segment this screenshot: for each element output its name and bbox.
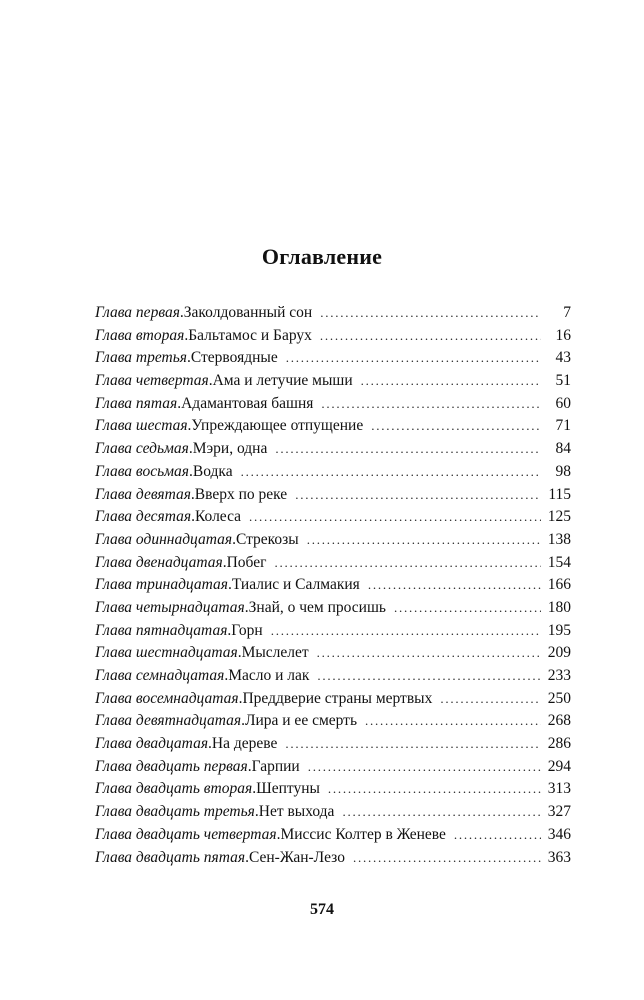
- toc-entry-separator: .: [232, 530, 236, 548]
- toc-entry-title: Шептуны: [256, 780, 320, 798]
- toc-entry-separator: .: [177, 394, 182, 412]
- toc-entry: [95, 710, 571, 733]
- toc-leader-dots: [361, 370, 541, 393]
- toc-entry-separator: .: [208, 372, 213, 390]
- toc-entry: [95, 347, 571, 370]
- toc-entry-chapter: Глава седьмая: [95, 440, 189, 458]
- toc-entry-chapter: Глава десятая: [95, 508, 192, 526]
- toc-entry-page: 346: [547, 825, 571, 843]
- toc-entry-chapter: Глава пятнадцатая: [95, 621, 228, 639]
- toc-entry-chapter: Глава восьмая: [95, 462, 189, 480]
- toc-leader-dots: [368, 574, 541, 597]
- toc-entry: [95, 642, 571, 665]
- toc-leader-dots: [286, 347, 541, 370]
- toc-leader-dots: [285, 733, 541, 756]
- toc-entry-title: Стервоядные: [190, 349, 278, 367]
- toc-entry-chapter: Глава третья: [95, 349, 188, 367]
- toc-entry-chapter: Глава шестая: [95, 417, 188, 435]
- toc-leader-dots: [394, 597, 541, 620]
- toc-entry-title: Побег: [226, 553, 267, 571]
- toc-entry-chapter: Глава семнадцатая: [95, 667, 225, 684]
- toc-entry: [95, 620, 571, 643]
- toc-leader-dots: [295, 484, 541, 507]
- toc-entry-separator: .: [237, 644, 242, 662]
- toc-leader-dots: [275, 438, 541, 461]
- toc-entry-chapter: Глава первая: [95, 304, 180, 321]
- toc-entry: [95, 733, 571, 756]
- toc-leader-dots: [317, 665, 541, 688]
- toc-entry-page: 286: [547, 735, 571, 753]
- toc-entry-chapter: Глава шестнадцатая: [95, 644, 238, 662]
- toc-entry-separator: .: [227, 576, 232, 594]
- toc-entry-page: 166: [547, 576, 571, 594]
- toc-entry: [95, 325, 571, 348]
- toc-entry-separator: .: [184, 326, 189, 344]
- toc-leader-dots: [353, 847, 541, 870]
- toc-entry-chapter: Глава девятая: [95, 485, 191, 503]
- toc-entry: [95, 756, 571, 779]
- toc-entry: [95, 302, 571, 325]
- toc-entry-page: 250: [547, 689, 571, 707]
- toc-entry-title: Упреждающее отпущение: [191, 417, 364, 435]
- toc-entry-chapter: Глава двадцатая: [95, 735, 209, 753]
- toc-entry: [95, 484, 571, 507]
- toc-entry: [95, 552, 571, 575]
- toc-entry-title: Горн: [231, 621, 263, 639]
- toc-entry-separator: .: [244, 598, 249, 616]
- toc-entry: [95, 665, 571, 688]
- toc-entry-title: Масло и лак: [228, 667, 310, 684]
- toc-entry-separator: .: [227, 621, 232, 639]
- toc-entry: [95, 688, 571, 711]
- toc-entry-chapter: Глава вторая: [95, 326, 185, 344]
- toc-entry-chapter: Глава двадцать первая: [95, 757, 248, 775]
- toc-entry: [95, 801, 571, 824]
- toc-entry-separator: .: [245, 848, 249, 866]
- toc-entry-chapter: Глава пятая: [95, 394, 178, 412]
- toc-leader-dots: [365, 710, 541, 733]
- toc-entry-separator: .: [189, 462, 193, 480]
- toc-entry-chapter: Глава двадцать третья: [95, 803, 255, 821]
- toc-entry-separator: .: [224, 667, 229, 684]
- toc-entry: [95, 824, 571, 847]
- toc-entry-separator: .: [208, 735, 212, 753]
- toc-entry-title: Нет выхода: [258, 803, 335, 821]
- toc-entry-page: 294: [547, 757, 571, 775]
- toc-entry-chapter: Глава двадцать четвертая: [95, 825, 277, 843]
- toc-entry-title: На дереве: [211, 735, 278, 753]
- toc-leader-dots: [320, 302, 541, 325]
- toc-leader-dots: [454, 824, 541, 847]
- toc-entry: [95, 461, 571, 484]
- toc-entry: [95, 529, 571, 552]
- toc-entry-title: Знай, о чем просишь: [248, 598, 386, 616]
- toc-entry-separator: .: [241, 712, 245, 730]
- toc-entry-title: Колеса: [194, 508, 242, 526]
- toc-entry-title: Миссис Колтер в Женеве: [280, 825, 446, 843]
- toc-leader-dots: [307, 529, 541, 552]
- toc-entry-page: 233: [547, 667, 571, 684]
- toc-entry-page: 98: [555, 462, 571, 480]
- toc-entry-page: 195: [547, 621, 571, 639]
- toc-entry-title: Преддверие страны мертвых: [242, 689, 433, 707]
- toc-entry: [95, 574, 571, 597]
- toc-entry-separator: .: [187, 417, 192, 435]
- toc-entry-title: Вверх по реке: [194, 485, 288, 503]
- toc-entry-chapter: Глава четвертая: [95, 372, 209, 390]
- toc-leader-dots: [321, 393, 541, 416]
- toc-leader-dots: [371, 415, 541, 438]
- toc-leader-dots: [328, 778, 541, 801]
- toc-entry-separator: .: [179, 304, 184, 321]
- toc-entry-title: Ама и летучие мыши: [212, 372, 353, 390]
- toc-entry-title: Бальтамос и Барух: [188, 326, 312, 344]
- toc-leader-dots: [440, 688, 541, 711]
- toc-leader-dots: [271, 620, 541, 643]
- toc-entry-title: Водка: [192, 462, 233, 480]
- toc-entry-title: Стрекозы: [235, 530, 299, 548]
- toc-entry-title: Заколдованный сон: [183, 304, 313, 321]
- toc-entry: [95, 415, 571, 438]
- toc-entry-page: 7: [563, 304, 571, 321]
- toc-entry-chapter: Глава тринадцатая: [95, 576, 228, 594]
- toc-entry-separator: .: [252, 780, 257, 798]
- toc-entry-chapter: Глава двенадцатая: [95, 553, 223, 571]
- toc-entry-separator: .: [191, 508, 195, 526]
- toc-entry-title: Адамантовая башня: [181, 394, 314, 412]
- toc-entry-title: Лира и ее смерть: [244, 712, 358, 730]
- toc-title: Оглавление: [261, 244, 383, 269]
- page-number: 574: [310, 901, 334, 918]
- toc-entry: [95, 597, 571, 620]
- toc-entry-page: 43: [555, 349, 571, 367]
- toc-leader-dots: [317, 642, 541, 665]
- toc-entry-page: 180: [547, 598, 571, 616]
- toc-entry-title: Тиалис и Салмакия: [231, 576, 360, 594]
- toc-entry-page: 71: [555, 417, 571, 435]
- toc-entry-separator: .: [238, 689, 243, 707]
- toc-leader-dots: [274, 552, 541, 575]
- toc-entry-chapter: Глава восемнадцатая: [95, 689, 239, 707]
- toc-entry-chapter: Глава девятнадцатая: [95, 712, 242, 730]
- toc-entry: [95, 438, 571, 461]
- toc-entry-page: 51: [555, 372, 571, 390]
- toc-entry-separator: .: [247, 757, 252, 775]
- toc-entry-page: 125: [547, 508, 571, 526]
- toc-entry: [95, 370, 571, 393]
- toc-leader-dots: [320, 325, 541, 348]
- toc-entry-page: 268: [547, 712, 571, 730]
- toc-entry-title: Гарпии: [251, 757, 300, 775]
- toc-entry-title: Сен-Жан-Лезо: [248, 848, 345, 866]
- toc-leader-dots: [308, 756, 541, 779]
- toc-entry-separator: .: [190, 485, 195, 503]
- toc-entry: [95, 393, 571, 416]
- toc-entry-separator: .: [187, 349, 191, 367]
- toc-entry-separator: .: [254, 803, 259, 821]
- toc-list: [95, 302, 571, 869]
- toc-leader-dots: [249, 506, 541, 529]
- toc-entry-separator: .: [222, 553, 227, 571]
- toc-entry-title: Мэри, одна: [192, 440, 268, 458]
- toc-entry-separator: .: [188, 440, 193, 458]
- toc-leader-dots: [342, 801, 541, 824]
- toc-entry-separator: .: [276, 825, 281, 843]
- toc-leader-dots: [241, 461, 541, 484]
- toc-entry-page: 209: [547, 644, 571, 662]
- toc-entry-page: 138: [547, 530, 571, 548]
- toc-entry-page: 363: [547, 848, 571, 866]
- toc-entry-page: 16: [555, 326, 571, 344]
- toc-entry-chapter: Глава двадцать пятая: [95, 848, 246, 866]
- toc-entry-page: 60: [555, 394, 571, 412]
- toc-entry-page: 313: [547, 780, 571, 798]
- toc-entry-chapter: Глава двадцать вторая: [95, 780, 253, 798]
- toc-entry: [95, 778, 571, 801]
- toc-entry: [95, 506, 571, 529]
- toc-entry-page: 115: [548, 485, 571, 503]
- toc-entry-page: 154: [547, 553, 571, 571]
- toc-entry-chapter: Глава одиннадцатая: [95, 530, 233, 548]
- toc-entry-page: 327: [547, 803, 571, 821]
- toc-entry-page: 84: [555, 440, 571, 458]
- toc-entry-chapter: Глава четырнадцатая: [95, 598, 245, 616]
- toc-entry-title: Мыслелет: [241, 644, 309, 662]
- toc-entry: [95, 847, 571, 870]
